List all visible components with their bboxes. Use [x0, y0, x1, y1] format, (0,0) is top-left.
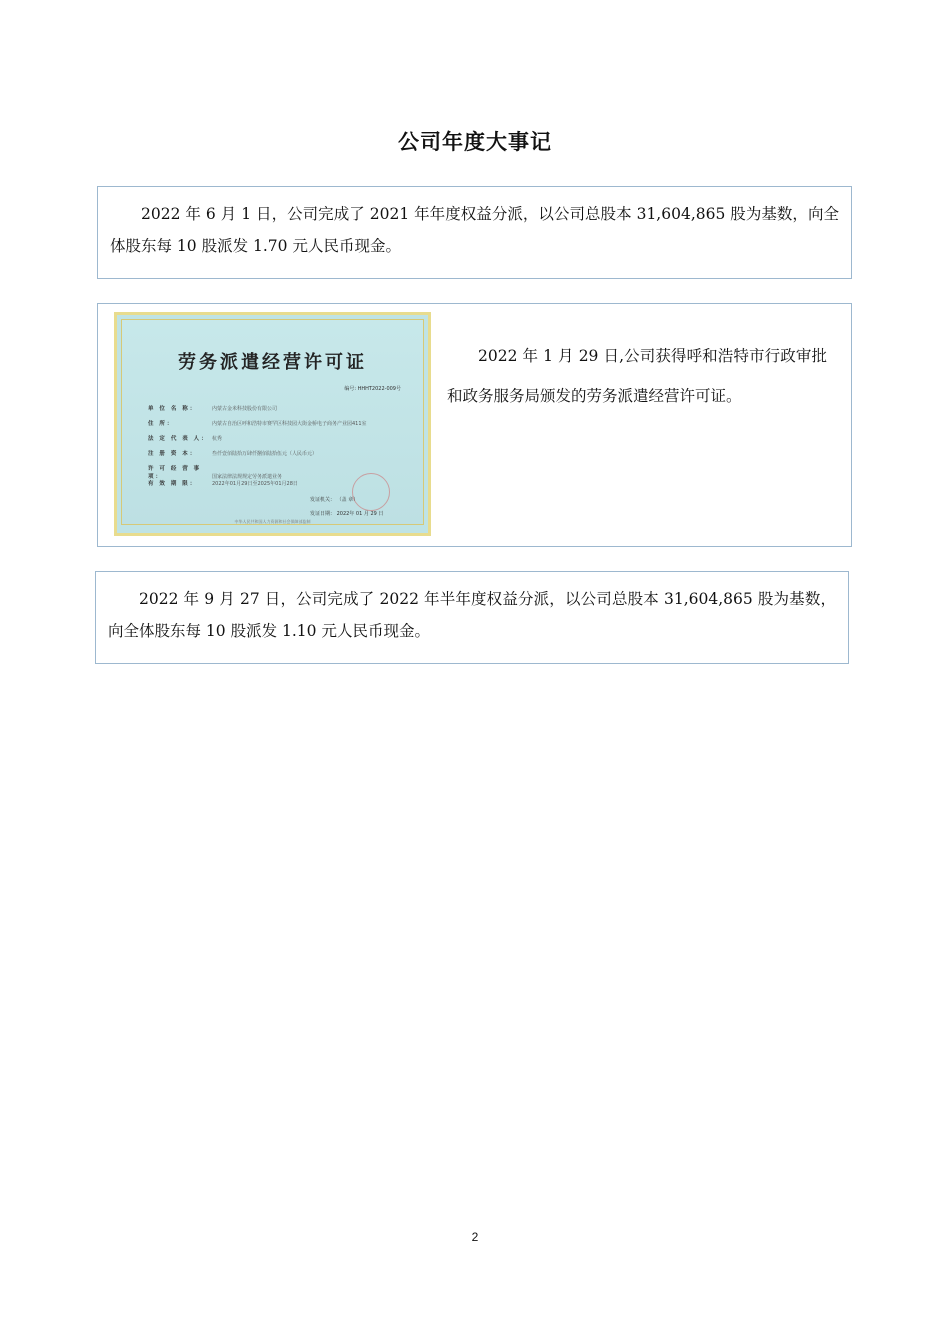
certificate-row: 许 可 经 营 事 项： 国家法律法规规定劳务派遣业务 — [148, 466, 283, 480]
event-box-license — [97, 303, 852, 547]
certificate-footnote: 中华人民共和国人力资源和社会保障部监制 — [234, 519, 311, 524]
certificate-row: 单 位 名 称： 内蒙古金米科技股份有限公司 — [148, 406, 278, 412]
event-box-dividend-2021 — [97, 186, 852, 279]
event-text: 2022 年 9 月 27 日，公司完成了 2022 年半年度权益分派，以公司总股本 31,604,865 股为基数，向全体股东每 10 股派发 1.10 元人民币现金。 — [108, 590, 836, 640]
certificate-title: 劳务派遣经营许可证 — [178, 352, 367, 373]
certificate-row: 有 效 期 限： 2022年01月29日至2025年01月28日 — [148, 481, 298, 487]
page-title: 公司年度大事记 — [398, 130, 552, 154]
certificate-row: 法 定 代 表 人： 杭秀 — [148, 436, 223, 442]
event-text: 2022 年 6 月 1 日，公司完成了 2021 年年度权益分派，以公司总股本 31,604,865 股为基数，向全体股东每 10 股派发 1.70 元人民币现金。 — [110, 205, 839, 255]
certificate-issuer: 发证机关： （盖 章） — [310, 497, 359, 503]
license-certificate-image — [114, 312, 431, 536]
event-box-dividend-2022 — [95, 571, 849, 664]
certificate-row: 注 册 资 本： 叁仟壹佰陆拾万肆仟捌佰陆拾伍元（人民币元） — [148, 451, 318, 457]
red-seal-stamp — [352, 473, 390, 511]
certificate-row: 住 所： 内蒙古自治区呼和浩特市赛罕区科技园大街金桥电子商务产业园411室 — [148, 421, 367, 427]
certificate-number: 编号: HHHT2022-009号 — [344, 386, 401, 392]
certificate-issue-date: 发证日期： 2022年 01 月 29 日 — [310, 511, 384, 517]
event-text: 2022 年 1 月 29 日,公司获得呼和浩特市行政审批和政务服务局颁发的劳务派遣经营许可证。 — [447, 347, 827, 405]
page-number: 2 — [471, 1230, 479, 1244]
